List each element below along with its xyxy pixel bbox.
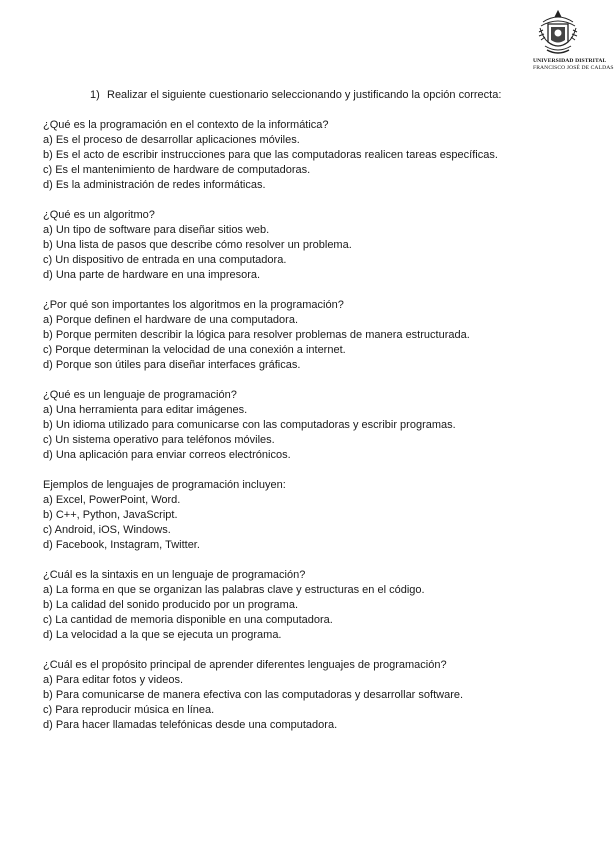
instruction (90, 88, 501, 102)
question-text: ¿Qué es la programación en el contexto de la informática? (43, 119, 329, 131)
option: d) Es la administración de redes informáticas. (43, 179, 266, 191)
option: d) Una aplicación para enviar correos electrónicos. (43, 449, 291, 461)
option: b) La calidad del sonido producido por un programa. (43, 599, 298, 611)
option: c) Para reproducir música en línea. (43, 704, 215, 716)
question-block (43, 478, 563, 553)
question-block (43, 658, 563, 733)
option: d) Para hacer llamadas telefónicas desde una computadora. (43, 719, 338, 731)
question-text: Ejemplos de lenguajes de programación incluyen: (43, 479, 286, 491)
question-text: ¿Cuál es la sintaxis en un lenguaje de programación? (43, 569, 306, 581)
option: c) Es el mantenimiento de hardware de computadoras. (43, 164, 311, 176)
question-text: ¿Qué es un algoritmo? (43, 209, 155, 221)
option: c) La cantidad de memoria disponible en una computadora. (43, 614, 333, 626)
option: d) Facebook, Instagram, Twitter. (43, 539, 200, 551)
option: b) Es el acto de escribir instrucciones para que las computadoras realicen tareas específicas. (43, 149, 498, 161)
option: a) Excel, PowerPoint, Word. (43, 494, 181, 506)
question-text: ¿Cuál es el propósito principal de aprender diferentes lenguajes de programación? (43, 659, 447, 671)
option: c) Android, iOS, Windows. (43, 524, 171, 536)
logo-caption-line1: UNIVERSIDAD DISTRITAL (533, 58, 607, 64)
option: c) Un dispositivo de entrada en una computadora. (43, 254, 287, 266)
option: d) Porque son útiles para diseñar interfaces gráficas. (43, 359, 301, 371)
university-crest-icon (537, 8, 579, 58)
option: a) Una herramienta para editar imágenes. (43, 404, 248, 416)
question-text: ¿Por qué son importantes los algoritmos en la programación? (43, 299, 344, 311)
logo-caption-line2: FRANCISCO JOSÉ DE CALDAS (533, 65, 614, 71)
option: a) Porque definen el hardware de una computadora. (43, 314, 299, 326)
option: a) La forma en que se organizan las palabras clave y estructuras en el código. (43, 584, 425, 596)
option: c) Un sistema operativo para teléfonos móviles. (43, 434, 275, 446)
questionnaire (43, 118, 563, 733)
question-block (43, 208, 563, 283)
university-logo (533, 8, 614, 84)
option: b) Para comunicarse de manera efectiva con las computadoras y desarrollar software. (43, 689, 464, 701)
option: b) C++, Python, JavaScript. (43, 509, 178, 521)
question-block (43, 388, 563, 463)
option: b) Una lista de pasos que describe cómo resolver un problema. (43, 239, 352, 251)
option: a) Un tipo de software para diseñar sitios web. (43, 224, 270, 236)
option: d) Una parte de hardware en una impresora. (43, 269, 261, 281)
instruction-text: Realizar el siguiente cuestionario seleccionando y justificando la opción correcta: (107, 89, 502, 101)
option: a) Es el proceso de desarrollar aplicaciones móviles. (43, 134, 300, 146)
option: c) Porque determinan la velocidad de una conexión a internet. (43, 344, 346, 356)
question-block (43, 118, 563, 193)
option: b) Porque permiten describir la lógica para resolver problemas de manera estructurada. (43, 329, 470, 341)
option: a) Para editar fotos y videos. (43, 674, 184, 686)
option: d) La velocidad a la que se ejecuta un programa. (43, 629, 282, 641)
question-block (43, 568, 563, 643)
instruction-number: 1) (90, 89, 100, 101)
question-block (43, 298, 563, 373)
option: b) Un idioma utilizado para comunicarse con las computadoras y escribir programas. (43, 419, 456, 431)
question-text: ¿Qué es un lenguaje de programación? (43, 389, 237, 401)
